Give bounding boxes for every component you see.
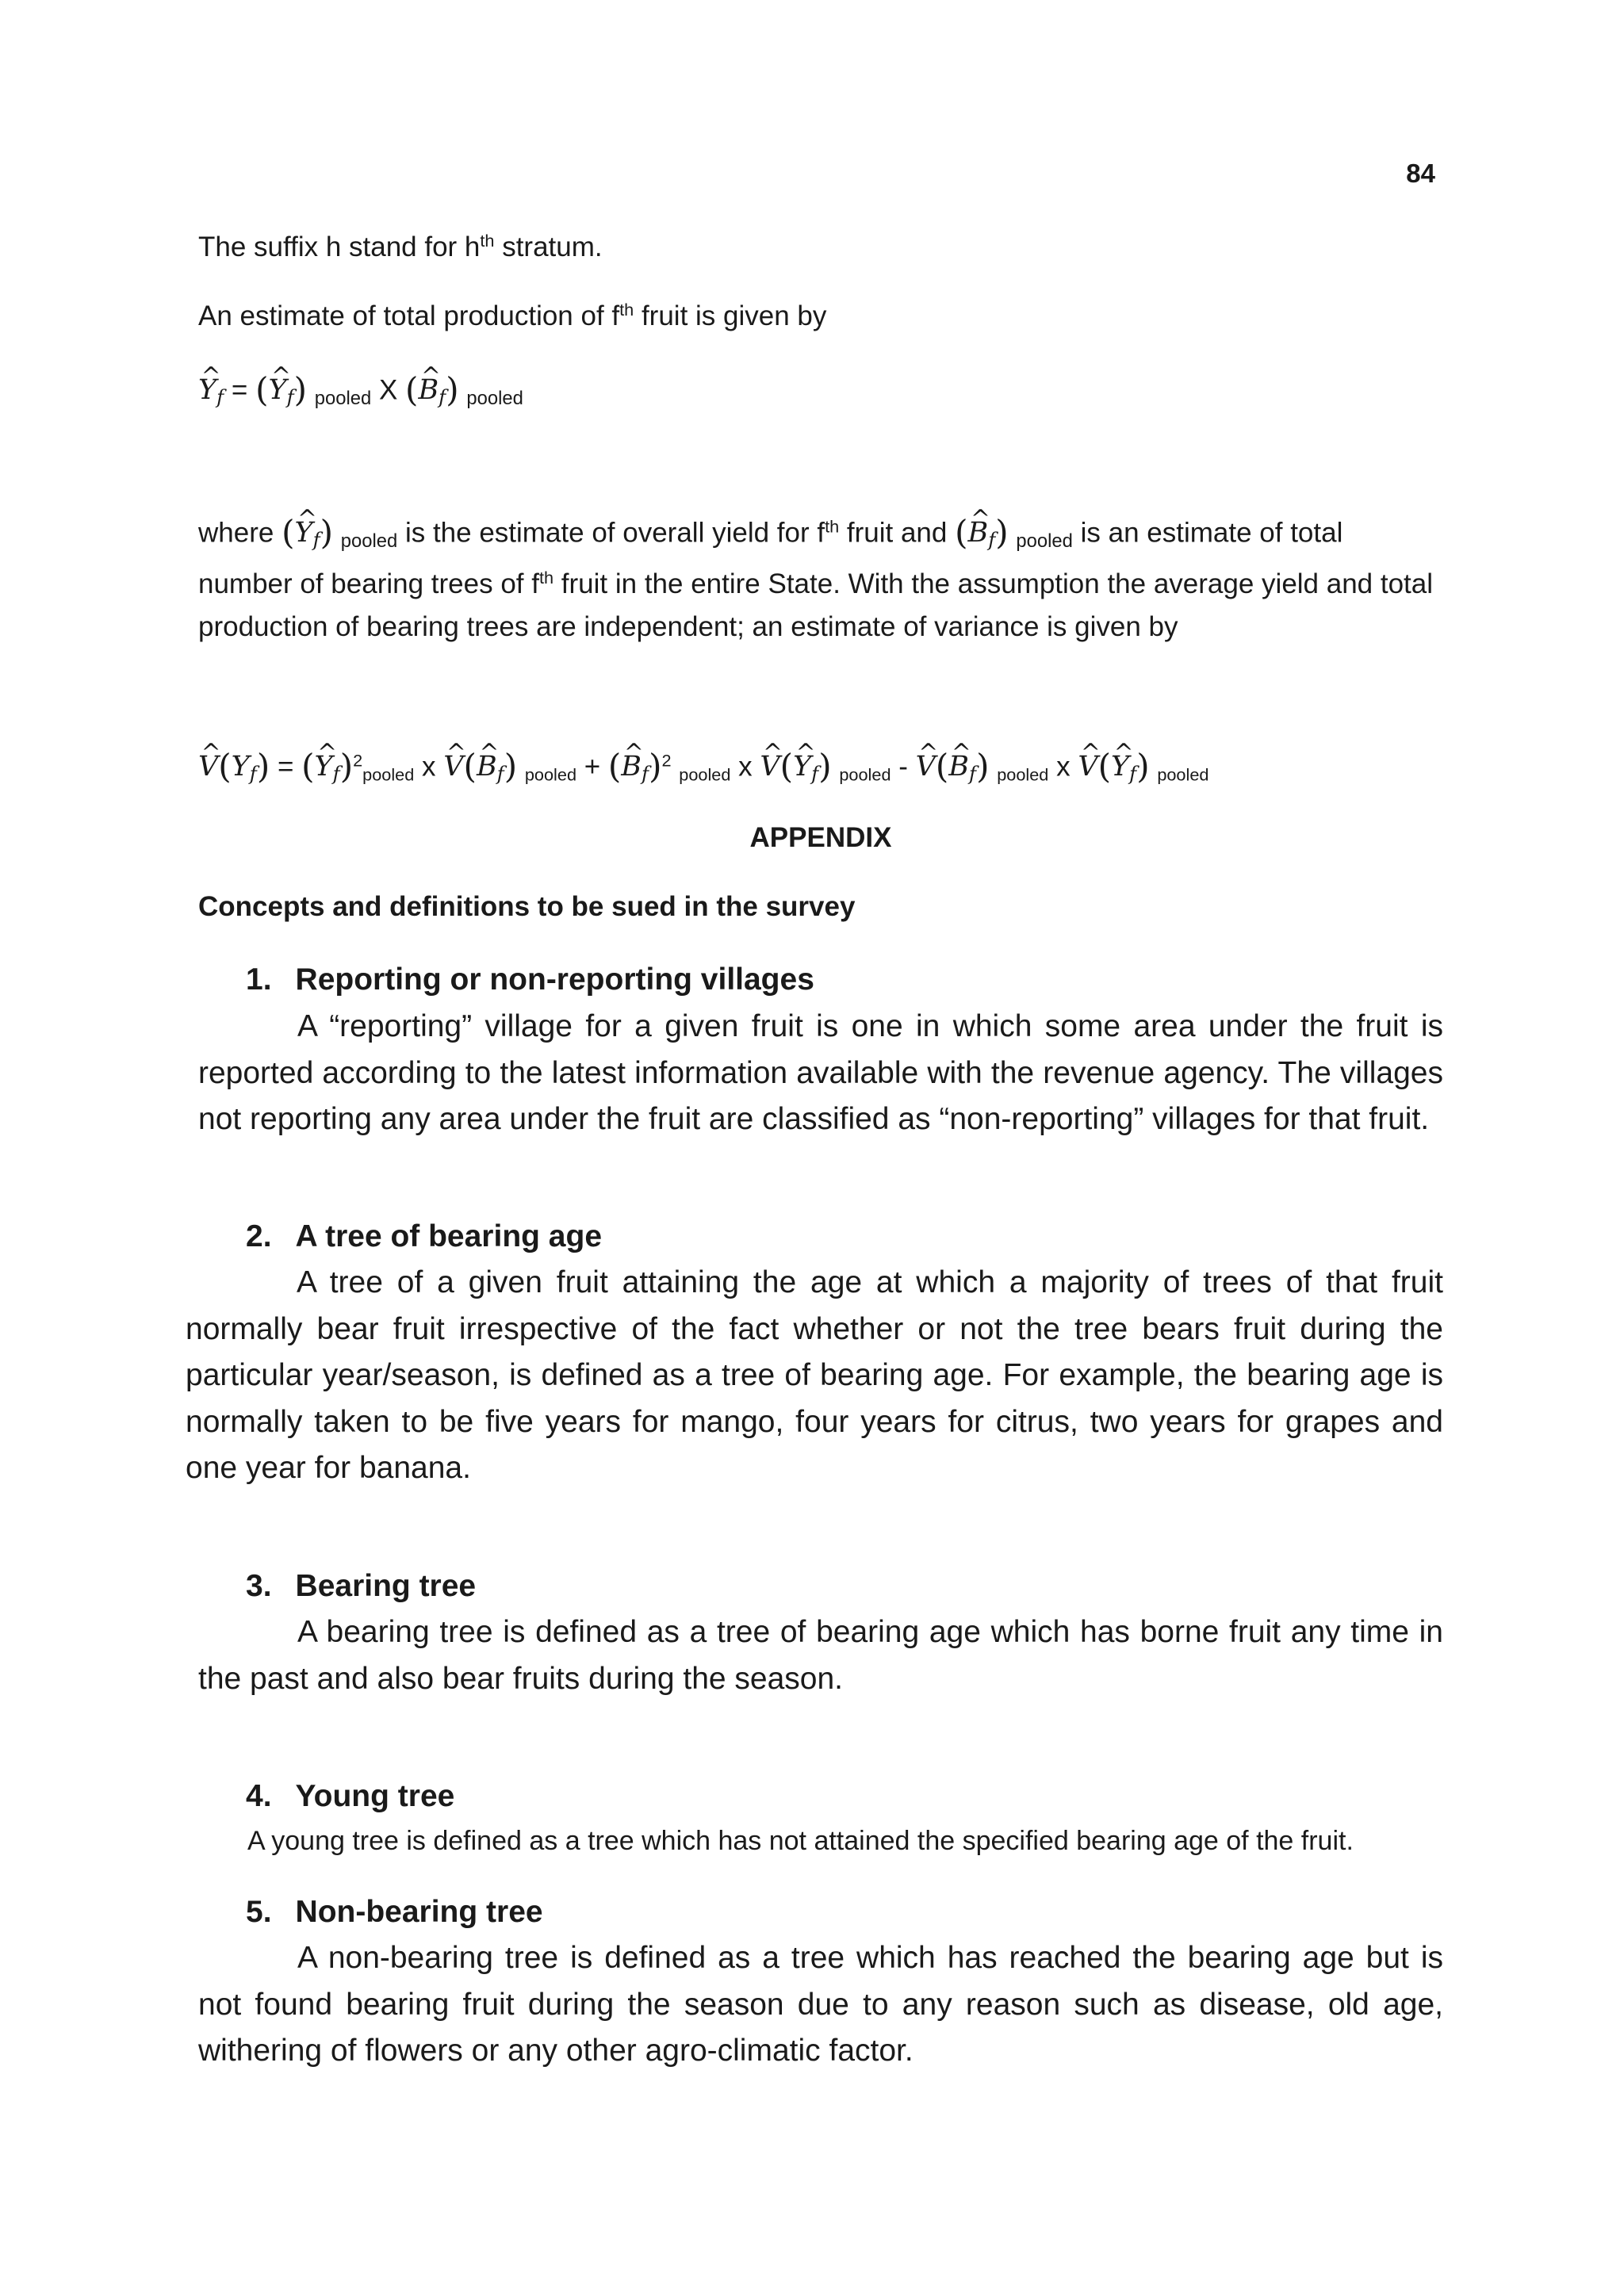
- section-4-heading: 4. Young tree: [246, 1779, 455, 1813]
- where-paragraph: where (Y ^f) $_{pooled}$ is the estimate of overall yield for $f^{th}$ fruit and (B ^f) $_{pooled}$ is an estimate of total number of bearing trees of $f^{th}$ fruit in the entire State. With the assumption the average yield and total production of bearing trees are independent; an estimate of variance is given by: [198, 511, 1443, 649]
- page-number: 84: [1406, 159, 1435, 188]
- section-2-body: A tree of a given fruit attaining the age at which a majority of trees of that fruit normally bear fruit irrespective of the fact whether or not the tree bears fruit during the particular year/season, is defined as a tree of bearing age. For example, the bearing age is normally taken to be five years for mango, four years for citrus, two years for grapes and one year for banana.: [186, 1265, 1443, 1485]
- section-3-body: A bearing tree is defined as a tree of bearing age which has borne fruit any time in the past and also bear fruits during the season.: [198, 1615, 1443, 1696]
- section-2-heading: 2. A tree of bearing age: [246, 1219, 603, 1253]
- section-3-heading: 3. Bearing tree: [246, 1569, 477, 1603]
- section-5-body: A non-bearing tree is defined as a tree which has reached the bearing age but is not found bearing fruit during the season due to any reason such as disease, old age, withering of flowers or any other agro-climatic factor.: [198, 1941, 1443, 2068]
- appendix-subtitle: Concepts and definitions to be sued in the survey: [198, 891, 856, 922]
- variance-formula: V ^(Yf) = (Y ^f)$^2$pooled x V ^(B ^f) pooled + (B ^f)$^2$ pooled x V ^(Y ^f) pooled - V ^(B ^f) pooled x V ^(Y ^f) pooled: [198, 745, 1208, 797]
- section-1-heading: 1. Reporting or non-reporting villages: [246, 962, 814, 997]
- appendix-title: APPENDIX: [749, 822, 892, 853]
- suffix-line: The suffix h stand for $h^{th}$ stratum.: [198, 231, 603, 262]
- estimate-line: An estimate of total production of $f^{th}$ fruit is given by: [198, 300, 827, 331]
- section-1-body: A “reporting” village for a given fruit is one in which some area under the fruit is reported according to the latest information available with the revenue agency. The villages not reporting any area under the fruit are classified as “non-reporting” villages for that fruit.: [198, 1009, 1443, 1136]
- section-4-body: A young tree is defined as a tree which has not attained the specified bearing age of the fruit.: [247, 1826, 1354, 1856]
- production-formula: Y ^f = (Y ^f) $_{pooled}$ X (B ^f) $_{pooled}$: [198, 369, 523, 420]
- section-5-heading: 5. Non-bearing tree: [246, 1895, 543, 1929]
